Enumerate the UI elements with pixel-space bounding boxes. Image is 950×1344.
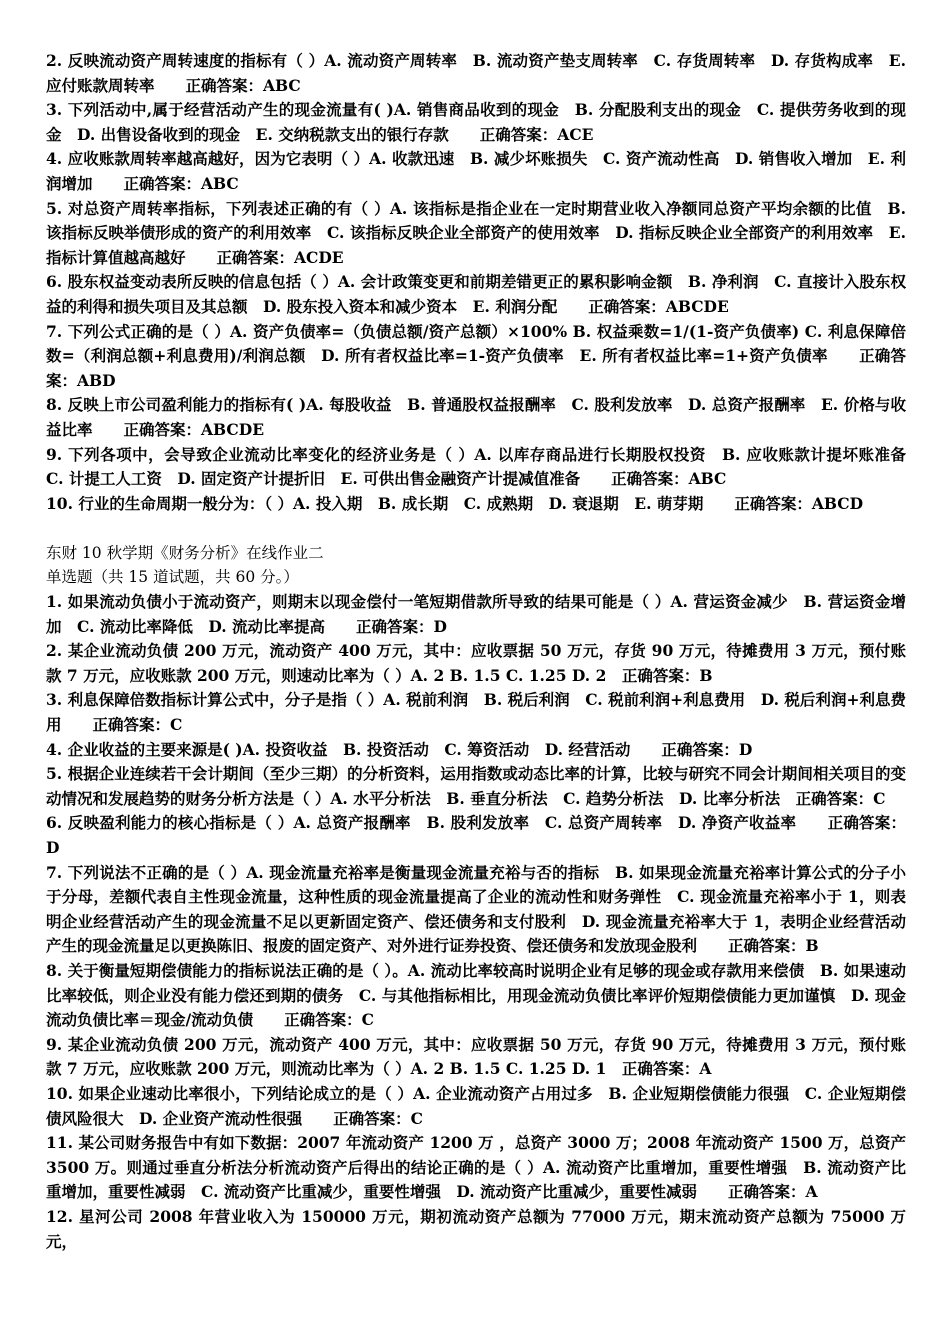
single-question-1: 1. 如果流动负债小于流动资产，则期末以现金偿付一笔短期借款所导致的结果可能是（ ）A. 营运资金减少 B. 营运资金增加 C. 流动比率降低 D. 流动比率提高 正确答案：D [46,592,906,636]
multi-question-9: 9. 下列各项中，会导致企业流动比率变化的经济业务是（ ）A. 以库存商品进行长期股权投资 B. 应收账款计提坏账准备 C. 计提工人工资 D. 固定资产计提折旧 E. 可供出售金融资产计提减值准备 正确答案：ABC [46,444,922,489]
multi-question-6: 6. 股东权益变动表所反映的信息包括（ ）A. 会计政策变更和前期差错更正的累积影响金额 B. 净利润 C. 直接计入股东权益的利得和损失项目及其总额 D. 股东投入资本和减少资本 E. 利润分配 正确答案：ABCDE [46,272,906,316]
multi-question-3: 3. 下列活动中,属于经营活动产生的现金流量有( )A. 销售商品收到的现金 B. 分配股利支出的现金 C. 提供劳务收到的现金 D. 出售设备收到的现金 E. 交纳税款支出的银行存款 正确答案：ACE [46,100,906,144]
multi-question-8: 8. 反映上市公司盈利能力的指标有( )A. 每股收益 B. 普通股权益报酬率 C. 股利发放率 D. 总资产报酬率 E. 价格与收益比率 正确答案：ABCDE [46,395,906,439]
single-question-8: 8. 关于衡量短期偿债能力的指标说法正确的是（ ）。A. 流动比率较高时说明企业有足够的现金或存款用来偿债 B. 如果速动比率较低，则企业没有能力偿还到期的债务 C. 与其他指标相比，用现金流动负债比率评价短期偿债能力更加谨慎 D. 现金流动负债比率＝现金/流动负债 正确答案：C [46,960,906,1030]
section-title: 东财 10 秋学期《财务分析》在线作业二 [46,543,324,562]
multi-question-10: 10. 行业的生命周期一般分为：（ ）A. 投入期 B. 成长期 C. 成熟期 D. 衰退期 E. 萌芽期 正确答案：ABCD [46,493,864,513]
single-question-10: 10. 如果企业速动比率很小，下列结论成立的是（ ）A. 企业流动资产占用过多 B. 企业短期偿债能力很强 C. 企业短期偿债风险很大 D. 企业资产流动性很强 正确答案：C [46,1083,906,1128]
section-subtitle: 单选题（共 15 道试题，共 60 分。） [46,568,299,587]
document-page [46,49,922,1254]
single-question-2: 2. 某企业流动负债 200 万元，流动资产 400 万元，其中：应收票据 50 万元，存货 90 万元，待摊费用 3 万元，预付账款 7 万元，应收账款 200 万元，则速动比率为（ ）A. 2 B. 1.5 C. 1.25 D. 2 正确答案：B [46,641,906,685]
single-question-6: 6. 反映盈利能力的核心指标是（ ）A. 总资产报酬率 B. 股利发放率 C. 总资产周转率 D. 净资产收益率 正确答案：D [46,813,906,857]
single-question-7: 7. 下列说法不正确的是（ ）A. 现金流量充裕率是衡量现金流量充裕与否的指标 B. 如果现金流量充裕率计算公式的分子小于分母，差额代表自主性现金流量，这种性质的现金流量提高了企业的流动性和财务弹性 C. 现金流量充裕率小于 1，则表明企业经营活动产生的现金流量不足以更新固定资产、偿还债务和支付股利 D. 现金流量充裕率大于 1，表明企业经营活动产生的现金流量足以更换陈旧、报废的固定资产、对外进行证券投资、偿还债务和发放现金股利 正确答案：B [46,862,906,956]
multi-question-2: 2. 反映流动资产周转速度的指标有（ ）A. 流动资产周转率 B. 流动资产垫支周转率 C. 存货周转率 D. 存货构成率 E. 应付账款周转率 正确答案：ABC [46,51,906,95]
single-question-4: 4. 企业收益的主要来源是( )A. 投资收益 B. 投资活动 C. 筹资活动 D. 经营活动 正确答案：D [46,739,753,759]
multi-question-4: 4. 应收账款周转率越高越好，因为它表明（ ）A. 收款迅速 B. 减少坏账损失 C. 资产流动性高 D. 销售收入增加 E. 利润增加 正确答案：ABC [46,149,906,193]
single-question-9: 9. 某企业流动负债 200 万元，流动资产 400 万元，其中：应收票据 50 万元，存货 90 万元，待摊费用 3 万元，预付账款 7 万元，应收账款 200 万元，则流动比率为（ ）A. 2 B. 1.5 C. 1.25 D. 1 正确答案：A [46,1034,906,1079]
single-question-11: 11. 某公司财务报告中有如下数据：2007 年流动资产 1200 万 ，总资产 3000 万；2008 年流动资产 1500 万，总资产 3500 万。则通过垂直分析法分析流动资产后得出的结论正确的是（ ）A. 流动资产比重增加，重要性增强 B. 流动资产比重增加，重要性减弱 C. 流动资产比重减少，重要性增强 D. 流动资产比重减少，重要性减弱 正确答案：A [46,1133,906,1202]
multi-question-7: 7. 下列公式正确的是（ ）A. 资产负债率=（负债总额/资产总额）×100% B. 权益乘数=1/(1-资产负债率) C. 利息保障倍数=（利润总额+利息费用)/利润总额 D. 所有者权益比率=1-资产负债率 E. 所有者权益比率=1+资产负债率 正确答案：ABD [46,321,906,390]
single-question-3: 3. 利息保障倍数指标计算公式中，分子是指（ ）A. 税前利润 B. 税后利润 C. 税前利润+利息费用 D. 税后利润+利息费用 正确答案：C [46,690,906,735]
section-gap [46,516,906,541]
multi-question-5: 5. 对总资产周转率指标，下列表述正确的有（ ）A. 该指标是指企业在一定时期营业收入净额同总资产平均余额的比值 B. 该指标反映举债形成的资产的利用效率 C. 该指标反映企业全部资产的使用效率 D. 指标反映企业全部资产的利用效率 E. 指标计算值越高越好 正确答案：ACDE [46,198,906,267]
single-question-12: 12. 星河公司 2008 年营业收入为 150000 万元，期初流动资产总额为 77000 万元，期末流动资产总额为 75000 万元， [46,1206,906,1251]
single-question-5: 5. 根据企业连续若干会计期间（至少三期）的分析资料，运用指数或动态比率的计算，比较与研究不同会计期间相关项目的变动情况和发展趋势的财务分析方法是（ ）A. 水平分析法 B. 垂直分析法 C. 趋势分析法 D. 比率分析法 正确答案：C [46,764,906,808]
